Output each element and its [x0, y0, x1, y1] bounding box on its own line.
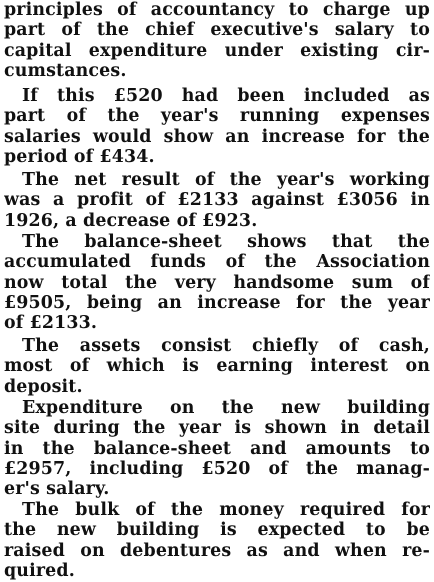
text-line: The assets consist chiefly of cash,	[22, 336, 430, 356]
text-line: was a profit of £2133 against £3056 in	[4, 190, 430, 211]
text-line: part of the year's running expenses	[4, 106, 430, 127]
text-line: Expenditure on the new building	[22, 398, 430, 418]
text-line: most of which is earning interest on	[4, 356, 430, 377]
text-line: salaries would show an increase for the	[4, 126, 430, 147]
paragraph-1	[4, 0, 430, 81]
text-line: in the balance-sheet and amounts to	[4, 438, 430, 459]
text-line: site during the year is shown in detail	[4, 418, 430, 439]
text-line: £2957, including £520 of the manag-	[4, 458, 430, 479]
text-line: quired.	[4, 560, 75, 581]
text-line: period of £434.	[4, 146, 155, 167]
text-line: of £2133.	[4, 313, 98, 334]
text-line: accumulated funds of the Association	[4, 252, 430, 273]
text-line: the new building is expected to be	[4, 520, 430, 541]
text-line: If this £520 had been included as	[22, 86, 430, 106]
text-line: The bulk of the money required for	[22, 500, 430, 520]
text-line: The balance-sheet shows that the	[22, 232, 430, 252]
text-line: deposit.	[4, 376, 83, 397]
paragraph-7	[4, 500, 430, 581]
text-line: cumstances.	[4, 60, 127, 81]
text-line: £9505, being an increase for the year	[4, 292, 430, 313]
text-line: principles of accountancy to charge up	[4, 0, 430, 20]
text-line: part of the chief executive's salary to	[4, 20, 430, 41]
paragraph-4	[4, 232, 430, 333]
text-line: raised on debentures as and when re-	[4, 540, 430, 561]
text-line: er's salary.	[4, 479, 110, 500]
text-line: 1926, a decrease of £923.	[4, 210, 258, 231]
paragraph-2	[4, 86, 430, 167]
text-line: capital expenditure under existing cir-	[4, 40, 430, 61]
paragraph-6	[4, 398, 430, 499]
paragraph-3	[4, 170, 430, 231]
paragraph-5	[4, 336, 430, 397]
text-line: now total the very handsome sum of	[4, 272, 430, 293]
text-line: The net result of the year's working	[22, 170, 430, 190]
